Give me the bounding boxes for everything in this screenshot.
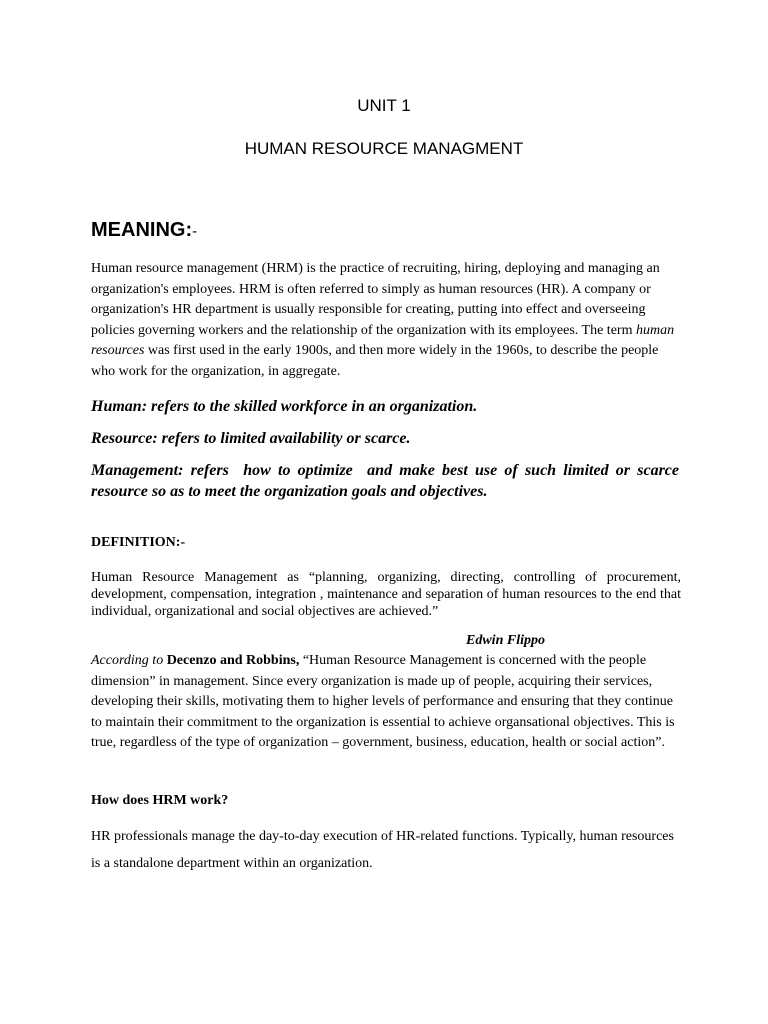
decenzo-lead: According to <box>91 653 167 668</box>
meaning-paragraph <box>91 259 681 382</box>
document-title: HUMAN RESOURCE MANAGMENT <box>244 139 524 158</box>
meaning-heading-suffix: - <box>192 223 198 240</box>
unit-title: UNIT 1 <box>357 96 411 115</box>
meaning-heading <box>91 219 197 242</box>
definition-author: Edwin Flippo <box>466 633 545 648</box>
decenzo-text: “Human Resource Management is concerned with the people dimension” in management. Since every organization is made up of people, acquiring their services, developing their skills, motivating them to higher levels of performance and ensuring that they continue to maintain their commitment to the organization is essential to achieve organsational objectives. This is true, regardless of the type of organization – government, business, education, health or social action”. <box>91 653 675 751</box>
definition-paragraph: Human Resource Management as “planning, organizing, directing, controlling of procurement, development, compensation, integration , maintenance and separation of human resources to the end that individual, organizational and social objectives are achieved.” <box>91 570 681 619</box>
how-hrm-paragraph: HR professionals manage the day-to-day execution of HR-related functions. Typically, human resources is a standalone department within an organization. <box>91 829 674 871</box>
decenzo-authors: Decenzo and Robbins, <box>166 653 300 668</box>
resource-definition: Resource: refers to limited availability or scarce. <box>91 430 411 447</box>
meaning-text-part1: Human resource management (HRM) is the practice of recruiting, hiring, deploying and managing an organization's employees. HRM is often referred to simply as human resources (HR). A company or organization's HR department is usually responsible for creating, putting into effect and overseeing policies governing workers and the relationship of the organization with its employees. The term <box>91 261 660 338</box>
definition-heading: DEFINITION:- <box>91 535 186 550</box>
meaning-heading-text: MEANING: <box>91 219 193 241</box>
how-hrm-heading: How does HRM work? <box>91 793 229 808</box>
management-definition: Management: refers how to optimize and make best use of such limited or scarce resource so as to meet the organization goals and objectives. <box>91 462 683 500</box>
meaning-italic-term: human resources <box>91 322 675 358</box>
decenzo-paragraph <box>91 651 681 754</box>
meaning-text-part2: was first used in the early 1900s, and then more widely in the 1960s, to describe the people who work for the organization, in aggregate. <box>91 343 659 379</box>
human-definition: Human: refers to the skilled workforce in an organization. <box>91 398 478 415</box>
